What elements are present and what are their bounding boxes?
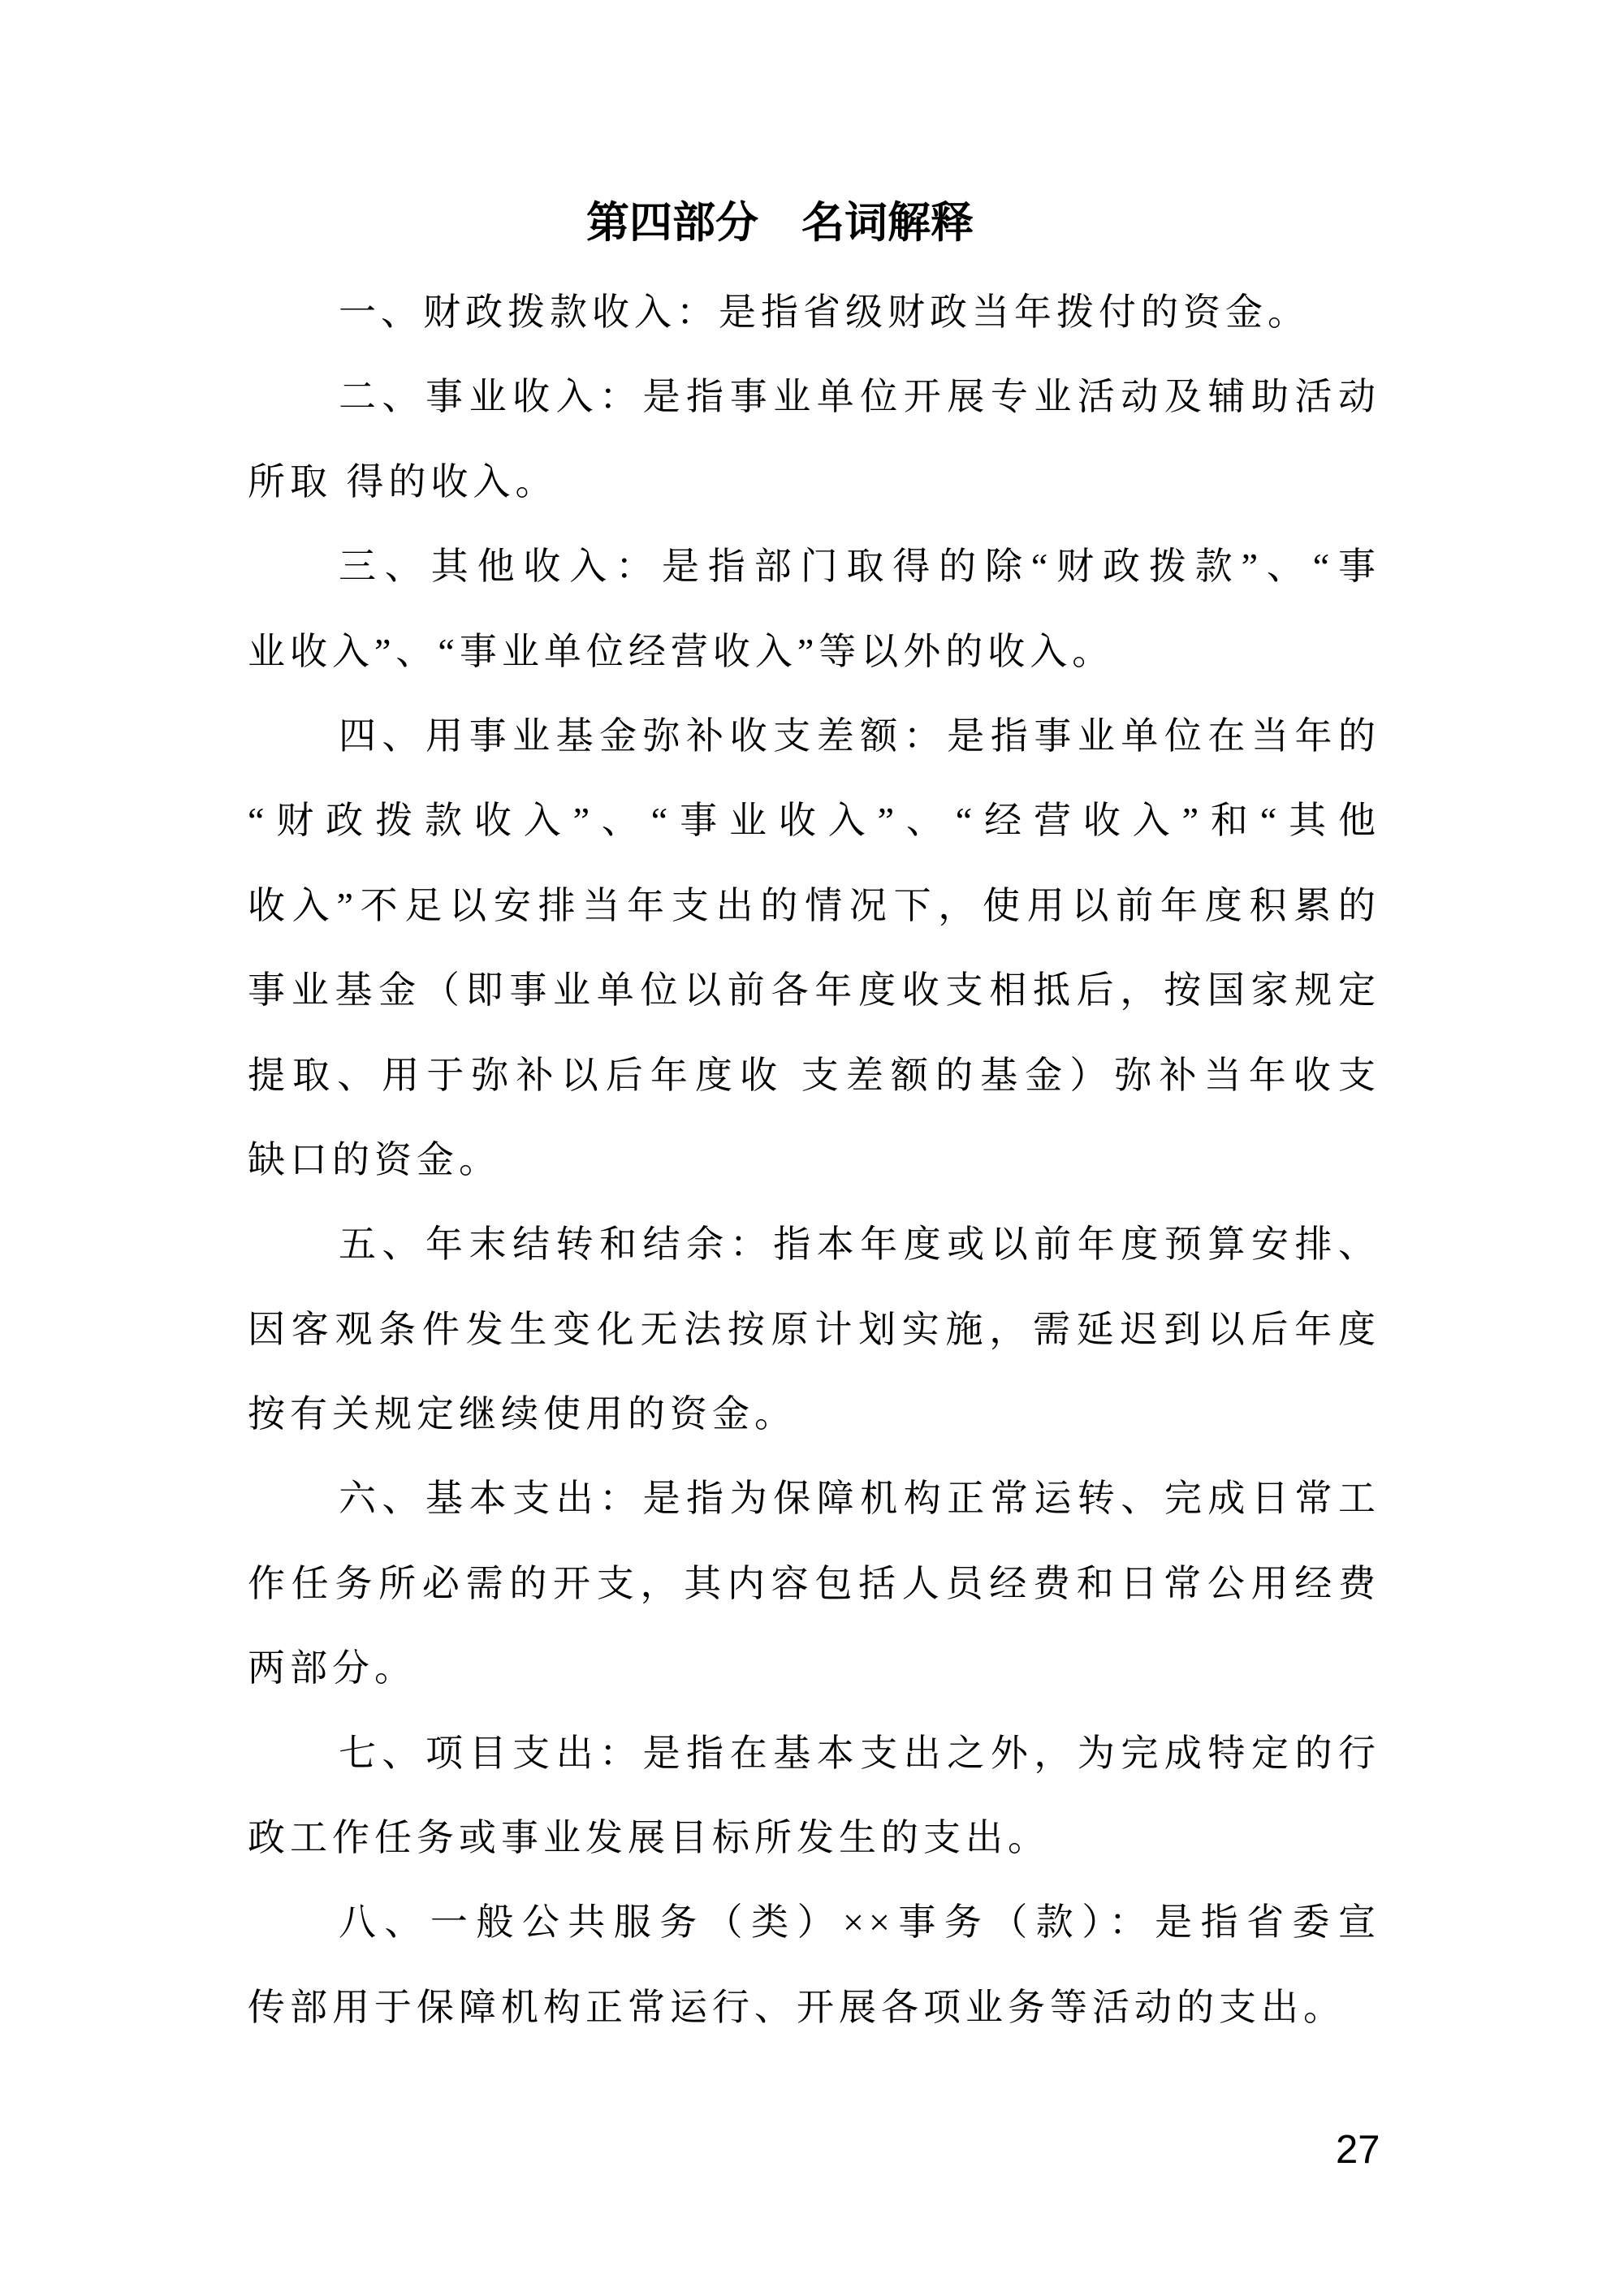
text-line: 传部用于保障机构正常运行、开展各项业务等活动的支出。 — [248, 1986, 1345, 2028]
text-line: 八、一般公共服务（类）××事务（款）：是指省委宣 — [339, 1901, 1380, 1944]
text-line: 三、其他收入：是指部门取得的除“财政拨款”、“事 — [339, 546, 1380, 588]
document-body — [248, 270, 1380, 2050]
text-line: 四、用事业基金弥补收支差额：是指事业单位在当年的 — [339, 714, 1380, 757]
text-line: 业收入”、“事业单位经营收入”等以外的收入。 — [248, 630, 1115, 672]
text-line: 六、基本支出：是指为保障机构正常运转、完成日常工 — [339, 1478, 1380, 1520]
text-line: 提取、用于弥补以后年度收 支差额的基金）弥补当年收支 — [248, 1054, 1380, 1096]
text-line: “财政拨款收入”、“事业收入”、“经营收入”和“其他 — [248, 800, 1380, 842]
text-line: 因客观条件发生变化无法按原计划实施，需延迟到以后年度 — [248, 1308, 1380, 1350]
text-line: 作任务所必需的开支，其内容包括人员经费和日常公用经费 — [248, 1562, 1380, 1604]
text-line: 二、事业收入：是指事业单位开展专业活动及辅助活动 — [339, 376, 1380, 418]
text-line: 缺口的资金。 — [248, 1138, 501, 1180]
text-line: 收入”不足以安排当年支出的情况下，使用以前年度积累的 — [248, 884, 1380, 926]
text-line: 一、财政拨款收入：是指省级财政当年拨付的资金。 — [339, 291, 1310, 333]
text-line: 七、项目支出：是指在基本支出之外，为完成特定的行 — [339, 1732, 1380, 1774]
text-line: 事业基金（即事业单位以前各年度收支相抵后，按国家规定 — [248, 969, 1380, 1012]
text-line: 两部分。 — [248, 1647, 417, 1690]
text-line: 按有关规定继续使用的资金。 — [248, 1393, 797, 1435]
text-line: 五、年末结转和结余：指本年度或以前年度预算安排、 — [339, 1224, 1380, 1266]
page-title: 第四部分 名词解释 — [586, 199, 974, 247]
page-number: 27 — [1336, 2128, 1380, 2172]
text-line: 所取 得的收入。 — [248, 460, 558, 503]
text-line: 政工作任务或事业发展目标所发生的支出。 — [248, 1817, 1050, 1859]
